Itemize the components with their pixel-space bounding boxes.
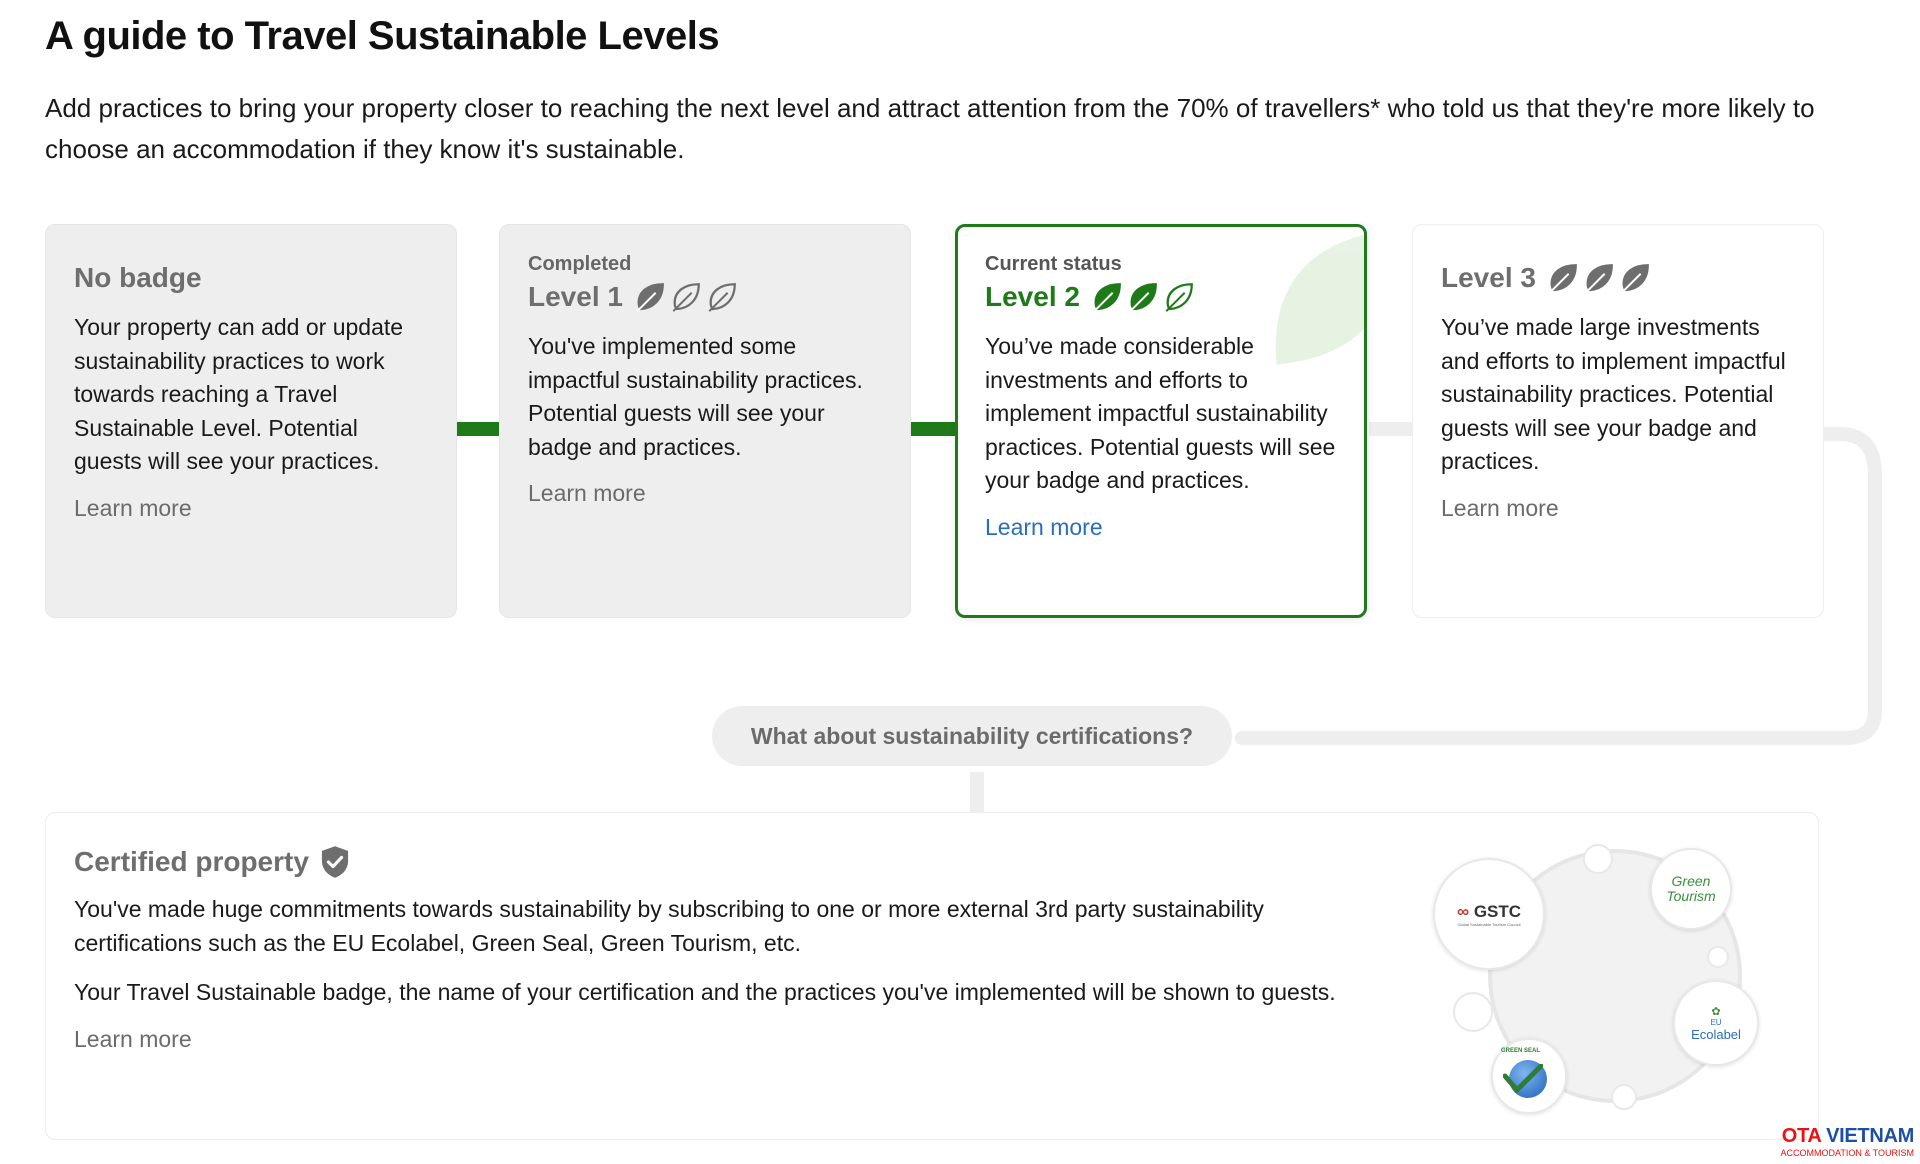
leaf-rating [1546, 261, 1652, 295]
shield-check-icon [319, 845, 351, 879]
ring-dot [1453, 992, 1493, 1032]
level-card-level-1 [499, 224, 911, 618]
leaf-filled-icon [1618, 261, 1652, 295]
learn-more-link[interactable]: Learn more [985, 513, 1103, 540]
level-title: No badge [74, 262, 202, 293]
level-title: Level 2 [985, 278, 1338, 316]
level-card-level-2-current [955, 224, 1367, 618]
level-description: You’ve made considerable investments and efforts to implement impactful sustainability practices. Potential guests will see your badge and practices. [985, 333, 1336, 493]
green-seal-logo: GREEN SEAL [1491, 1038, 1567, 1114]
level-title: Level 3 [1441, 259, 1795, 297]
leaf-outline-icon [669, 280, 703, 314]
certified-property-title: Certified property [74, 845, 1790, 879]
level-description: Your property can add or update sustainability practices to work towards reaching a Travel Sustainable Level. Potential guests will see your practices. [74, 314, 404, 474]
progress-connector-2 [911, 422, 957, 436]
leaf-filled-icon [1546, 261, 1580, 295]
leaf-rating [1090, 280, 1196, 314]
leaf-filled-icon [633, 280, 667, 314]
certification-logos [1425, 836, 1770, 1116]
level-card-no-badge [45, 224, 457, 618]
learn-more-link[interactable]: Learn more [528, 480, 646, 506]
green-tourism-logo: Green Tourism [1650, 848, 1732, 930]
level-title: Level 1 [528, 278, 882, 316]
decorative-leaf-icon [1254, 224, 1367, 377]
leaf-filled-icon [1126, 280, 1160, 314]
eu-ecolabel-logo: ✿ EU Ecolabel [1673, 980, 1759, 1066]
leaf-filled-icon [1090, 280, 1124, 314]
level-kicker: Completed [528, 253, 632, 275]
ring-dot [1707, 946, 1729, 968]
learn-more-link[interactable]: Learn more [74, 494, 192, 521]
leaf-outline-icon [1162, 280, 1196, 314]
intro-text: Add practices to bring your property closer to reaching the next level and attract attention from the 70% of travellers* who told us that they're more likely to choose an accommodation if they know it's sustainable. [45, 93, 1815, 164]
certification-connector [970, 772, 984, 812]
learn-more-link[interactable]: Learn more [1441, 494, 1559, 521]
level-description: You’ve made large investments and efforts to implement impactful sustainability practices. Potential guests will see your badge and practices. [1441, 314, 1786, 474]
level-card-level-3 [1412, 224, 1824, 618]
learn-more-link[interactable]: Learn more [74, 1025, 192, 1052]
ring-dot [1583, 844, 1613, 874]
level-description: You've implemented some impactful sustainability practices. Potential guests will see your badge and practices. [528, 333, 863, 460]
certified-property-paragraph-2: Your Travel Sustainable badge, the name of your certification and the practices you've implemented will be shown to guests. [74, 979, 1336, 1005]
leaf-filled-icon [1582, 261, 1616, 295]
gstc-logo: ∞ GSTC Global Sustainable Tourism Council [1433, 858, 1545, 970]
certifications-question-pill[interactable]: What about sustainability certifications? [712, 706, 1232, 766]
leaf-outline-icon [705, 280, 739, 314]
progress-connector-1 [457, 422, 499, 436]
leaf-rating [633, 280, 739, 314]
certified-property-paragraph-1: You've made huge commitments towards sustainability by subscribing to one or more external 3rd party sustainability certifications such as the EU Ecolabel, Green Seal, Green Tourism, etc. [74, 896, 1264, 956]
ota-vietnam-watermark: OTA VIETNAM ACCOMMODATION & TOURISM [1780, 1125, 1914, 1158]
page-title: A guide to Travel Sustainable Levels [45, 14, 720, 58]
ring-dot [1611, 1084, 1637, 1110]
level-kicker: Current status [985, 253, 1122, 275]
